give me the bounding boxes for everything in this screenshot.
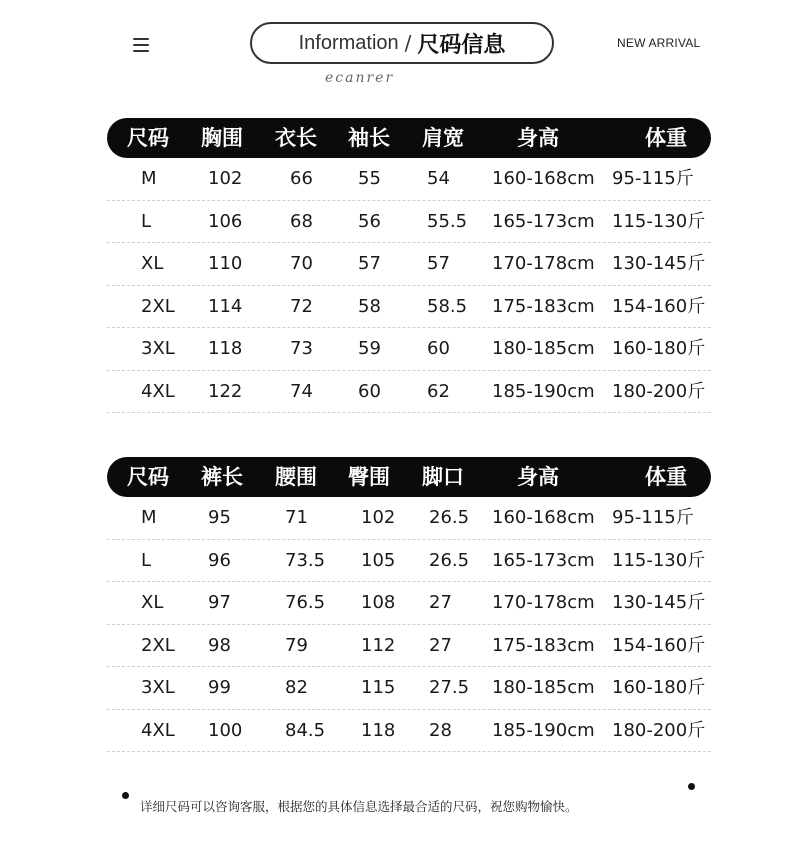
- table-cell: 82: [285, 677, 308, 698]
- table-cell: 185-190cm: [492, 380, 595, 402]
- column-header: 尺码: [127, 465, 169, 489]
- table-cell: 97: [208, 592, 231, 613]
- table-cell: 160-180斤: [612, 338, 706, 359]
- table-cell: 54: [427, 168, 450, 189]
- column-header: 腰围: [275, 465, 317, 489]
- top-table-header: [107, 118, 711, 158]
- table-cell: 160-168cm: [492, 507, 595, 528]
- table-cell: 4XL: [141, 719, 175, 741]
- table-cell: 95-115斤: [612, 507, 694, 528]
- table-cell: M: [141, 507, 157, 528]
- table-cell: 118: [208, 338, 243, 359]
- column-header: 体重: [645, 126, 687, 150]
- table-cell: 95: [208, 507, 231, 528]
- table-cell: 73.5: [285, 549, 326, 571]
- bottom-table-header: [107, 457, 711, 497]
- footnote-text: 详细尺码可以咨询客服，根据您的具体信息选择最合适的尺码，祝您购物愉快。: [140, 799, 578, 814]
- table-cell: 115-130斤: [612, 549, 706, 571]
- column-header: 体重: [645, 465, 687, 489]
- table-cell: 74: [290, 380, 313, 402]
- table-cell: 180-185cm: [492, 677, 595, 698]
- table-cell: 185-190cm: [492, 719, 595, 741]
- table-cell: 180-200斤: [612, 719, 706, 741]
- table-cell: 154-160斤: [612, 634, 706, 656]
- table-cell: 108: [361, 592, 396, 613]
- table-cell: 170-178cm: [492, 592, 595, 613]
- table-cell: 170-178cm: [492, 253, 595, 274]
- table-cell: 118: [361, 719, 396, 741]
- table-cell: XL: [141, 592, 164, 613]
- table-cell: 130-145斤: [612, 592, 706, 613]
- column-header: 脚口: [422, 465, 464, 489]
- column-header: 尺码: [127, 126, 169, 150]
- table-cell: 68: [290, 210, 313, 232]
- table-cell: 72: [290, 295, 313, 317]
- table-row: [107, 158, 711, 201]
- title-separator: /: [404, 31, 412, 55]
- table-cell: 175-183cm: [492, 634, 595, 656]
- table-cell: 57: [427, 253, 450, 274]
- table-cell: 105: [361, 549, 396, 571]
- table-cell: 58.5: [427, 295, 468, 317]
- column-header: 裤长: [201, 465, 243, 489]
- table-cell: 26.5: [429, 507, 470, 528]
- table-cell: 154-160斤: [612, 295, 706, 317]
- table-cell: L: [141, 549, 152, 571]
- table-cell: 60: [358, 380, 381, 402]
- table-cell: 3XL: [141, 677, 175, 698]
- table-cell: 84.5: [285, 719, 326, 741]
- table-cell: 165-173cm: [492, 549, 595, 571]
- table-cell: 79: [285, 634, 308, 656]
- table-cell: M: [141, 168, 157, 189]
- column-header: 衣长: [275, 126, 317, 150]
- table-cell: 180-200斤: [612, 380, 706, 402]
- bottom-size-table: [107, 457, 711, 752]
- column-header: 袖长: [348, 126, 390, 150]
- table-cell: 115-130斤: [612, 210, 706, 232]
- table-cell: 102: [208, 168, 243, 189]
- top-size-table: [107, 118, 711, 413]
- table-cell: 95-115斤: [612, 168, 694, 189]
- column-header: 肩宽: [422, 126, 464, 150]
- table-cell: 27: [429, 592, 452, 613]
- table-cell: 60: [427, 338, 450, 359]
- table-cell: 62: [427, 380, 450, 402]
- table-cell: 56: [358, 210, 381, 232]
- bullet-dot-left: [122, 792, 129, 799]
- table-row: [107, 286, 711, 329]
- column-header: 臀围: [348, 465, 390, 489]
- table-row: [107, 328, 711, 371]
- table-row: [107, 497, 711, 540]
- title-english: Information: [298, 31, 399, 54]
- table-cell: 102: [361, 507, 396, 528]
- table-row: [107, 201, 711, 244]
- table-cell: 115: [361, 677, 396, 698]
- table-cell: 2XL: [141, 295, 175, 317]
- table-cell: L: [141, 210, 152, 232]
- table-row: [107, 371, 711, 414]
- table-cell: 99: [208, 677, 231, 698]
- table-cell: 27.5: [429, 677, 470, 698]
- table-cell: 27: [429, 634, 452, 656]
- table-cell: 160-180斤: [612, 677, 706, 698]
- table-row: [107, 582, 711, 625]
- table-cell: 55: [358, 168, 381, 189]
- bullet-dot-right: [688, 783, 695, 790]
- signature-decoration: ecanrer: [325, 70, 395, 86]
- column-header: 胸围: [201, 126, 243, 150]
- table-cell: 112: [361, 634, 396, 656]
- table-cell: XL: [141, 253, 164, 274]
- table-cell: 76.5: [285, 592, 326, 613]
- table-row: [107, 625, 711, 668]
- column-header: 身高: [517, 126, 559, 150]
- table-cell: 70: [290, 253, 313, 274]
- table-cell: 122: [208, 380, 243, 402]
- table-cell: 175-183cm: [492, 295, 595, 317]
- table-cell: 130-145斤: [612, 253, 706, 274]
- table-cell: 57: [358, 253, 381, 274]
- table-cell: 114: [208, 295, 243, 317]
- table-cell: 98: [208, 634, 231, 656]
- menu-icon[interactable]: [133, 38, 149, 52]
- table-cell: 180-185cm: [492, 338, 595, 359]
- table-cell: 3XL: [141, 338, 175, 359]
- table-cell: 71: [285, 507, 308, 528]
- table-cell: 4XL: [141, 380, 175, 402]
- table-cell: 96: [208, 549, 231, 571]
- title-chinese: 尺码信息: [417, 32, 506, 58]
- table-cell: 110: [208, 253, 243, 274]
- table-cell: 73: [290, 338, 313, 359]
- table-cell: 59: [358, 338, 381, 359]
- table-cell: 100: [208, 719, 243, 741]
- table-cell: 55.5: [427, 210, 468, 232]
- table-row: [107, 243, 711, 286]
- table-row: [107, 667, 711, 710]
- table-cell: 26.5: [429, 549, 470, 571]
- table-cell: 106: [208, 210, 243, 232]
- table-cell: 2XL: [141, 634, 175, 656]
- table-cell: 28: [429, 719, 452, 741]
- table-row: [107, 710, 711, 753]
- table-cell: 58: [358, 295, 381, 317]
- new-arrival-label: NEW ARRIVAL: [617, 36, 701, 50]
- column-header: 身高: [517, 465, 559, 489]
- table-cell: 66: [290, 168, 313, 189]
- title-banner: [250, 22, 554, 64]
- table-cell: 160-168cm: [492, 168, 595, 189]
- table-cell: 165-173cm: [492, 210, 595, 232]
- table-row: [107, 540, 711, 583]
